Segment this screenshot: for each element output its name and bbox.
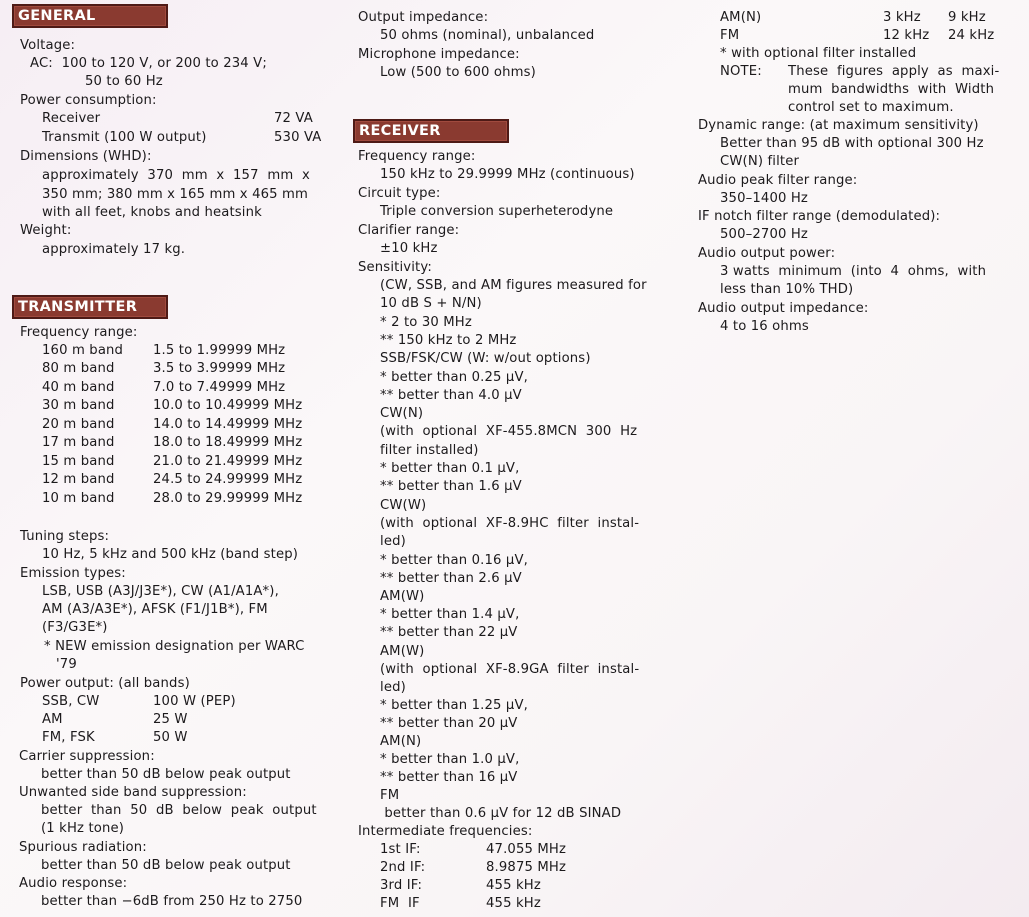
band-name: 30 m band xyxy=(42,398,115,413)
sensitivity-line: * better than 1.4 μV, xyxy=(380,607,520,622)
tuning-steps-value: 10 Hz, 5 kHz and 500 kHz (band step) xyxy=(42,547,299,562)
power-mode: FM, FSK xyxy=(42,730,95,745)
band-range: 18.0 to 18.49999 MHz xyxy=(153,435,303,450)
sensitivity-line: SSB/FSK/CW (W: w/out options) xyxy=(380,351,591,366)
band-range: 10.0 to 10.49999 MHz xyxy=(153,398,303,413)
audio-peak-filter-value: 350–1400 Hz xyxy=(720,191,809,206)
bandwidth-value-1: 3 kHz xyxy=(883,10,921,25)
band-range: 14.0 to 14.49999 MHz xyxy=(153,417,303,432)
weight-label: Weight: xyxy=(20,223,72,238)
emission-line-1: LSB, USB (A3J/J3E*), CW (A1/A1A*), xyxy=(42,584,279,599)
rx-frequency-range-label: Frequency range: xyxy=(358,149,476,164)
band-name: 10 m band xyxy=(42,491,115,506)
if-value: 47.055 MHz xyxy=(486,842,567,857)
sensitivity-line: * 2 to 30 MHz xyxy=(380,315,472,330)
rx-frequency-range-value: 150 kHz to 29.9999 MHz (continuous) xyxy=(380,167,635,182)
dimensions-line-3: with all feet, knobs and heatsink xyxy=(42,205,262,220)
note-line-3: control set to maximum. xyxy=(788,100,954,115)
voltage-frequency: 50 to 60 Hz xyxy=(85,74,163,89)
sensitivity-line: AM(N) xyxy=(380,734,422,749)
mic-impedance-value: Low (500 to 600 ohms) xyxy=(380,65,536,80)
band-name: 17 m band xyxy=(42,435,115,450)
band-range: 21.0 to 21.49999 MHz xyxy=(153,454,303,469)
band-name: 40 m band xyxy=(42,380,115,395)
note-label: NOTE: xyxy=(720,64,762,79)
bandwidth-value-2: 24 kHz xyxy=(948,28,995,43)
sensitivity-line: AM(W) xyxy=(380,644,425,659)
power-receiver-value: 72 VA xyxy=(274,111,313,126)
power-value: 100 W (PEP) xyxy=(153,694,236,709)
spurious-radiation-label: Spurious radiation: xyxy=(19,840,147,855)
sensitivity-line: ** better than 2.6 μV xyxy=(380,571,522,586)
sensitivity-line: ** better than 22 μV xyxy=(380,625,518,640)
band-range: 1.5 to 1.99999 MHz xyxy=(153,343,286,358)
sensitivity-line: * better than 1.0 μV, xyxy=(380,752,520,767)
general-section-header: GENERAL xyxy=(12,4,168,28)
clarifier-range-value: ±10 kHz xyxy=(380,241,438,256)
band-range: 28.0 to 29.99999 MHz xyxy=(153,491,303,506)
power-mode: AM xyxy=(42,712,63,727)
sensitivity-line: ** better than 20 μV xyxy=(380,716,518,731)
voltage-label: Voltage: xyxy=(20,38,76,53)
power-value: 50 W xyxy=(153,730,188,745)
sensitivity-line: ** better than 1.6 μV xyxy=(380,479,522,494)
sensitivity-line: better than 0.6 μV for 12 dB SINAD xyxy=(380,806,622,821)
output-impedance-label: Output impedance: xyxy=(358,10,489,25)
sensitivity-line: ** better than 16 μV xyxy=(380,770,518,785)
power-transmit-label: Transmit (100 W output) xyxy=(42,130,207,145)
spurious-radiation-value: better than 50 dB below peak output xyxy=(41,858,291,873)
dimensions-label: Dimensions (WHD): xyxy=(20,149,152,164)
if-name: 3rd IF: xyxy=(380,878,423,893)
sensitivity-line: CW(W) xyxy=(380,498,427,513)
bandwidth-value-1: 12 kHz xyxy=(883,28,930,43)
mic-impedance-label: Microphone impedance: xyxy=(358,47,520,62)
if-value: 8.9875 MHz xyxy=(486,860,567,875)
power-transmit-value: 530 VA xyxy=(274,130,322,145)
emission-note-year: '79 xyxy=(56,657,77,672)
if-notch-filter-label: IF notch filter range (demodulated): xyxy=(698,209,941,224)
bandwidth-mode: FM xyxy=(720,28,740,43)
band-name: 12 m band xyxy=(42,472,115,487)
sensitivity-line: * better than 0.16 μV, xyxy=(380,553,528,568)
dimensions-line-1: approximately 370 mm x 157 mm x xyxy=(42,168,310,183)
sensitivity-line: CW(N) xyxy=(380,406,424,421)
sensitivity-label: Sensitivity: xyxy=(358,260,432,275)
sensitivity-line: * better than 0.25 μV, xyxy=(380,370,528,385)
voltage-value: AC: 100 to 120 V, or 200 to 234 V; xyxy=(30,56,267,71)
audio-response-value: better than −6dB from 250 Hz to 2750 xyxy=(41,894,303,909)
output-impedance-value: 50 ohms (nominal), unbalanced xyxy=(380,28,595,43)
transmitter-section-header: TRANSMITTER xyxy=(12,295,168,319)
dynamic-range-label: Dynamic range: (at maximum sensitivity) xyxy=(698,118,979,133)
unwanted-sideband-label: Unwanted side band suppression: xyxy=(19,785,247,800)
bandwidth-mode: AM(N) xyxy=(720,10,762,25)
sensitivity-line: AM(W) xyxy=(380,589,425,604)
if-notch-filter-value: 500–2700 Hz xyxy=(720,227,809,242)
unwanted-sideband-tone: (1 kHz tone) xyxy=(41,821,125,836)
tuning-steps-label: Tuning steps: xyxy=(20,529,110,544)
sensitivity-line: * better than 0.1 μV, xyxy=(380,461,520,476)
tx-frequency-range-label: Frequency range: xyxy=(20,325,138,340)
sensitivity-line: (with optional XF-455.8MCN 300 Hz xyxy=(380,424,638,439)
band-name: 160 m band xyxy=(42,343,124,358)
sensitivity-line: ** 150 kHz to 2 MHz xyxy=(380,333,517,348)
audio-output-impedance-label: Audio output impedance: xyxy=(698,301,869,316)
emission-line-2: AM (A3/A3E*), AFSK (F1/J1B*), FM xyxy=(42,602,268,617)
sensitivity-line: * better than 1.25 μV, xyxy=(380,698,528,713)
audio-output-impedance-value: 4 to 16 ohms xyxy=(720,319,809,334)
sensitivity-line: 10 dB S + N/N) xyxy=(380,296,482,311)
audio-response-label: Audio response: xyxy=(19,876,128,891)
power-output-label: Power output: (all bands) xyxy=(20,676,190,691)
if-value: 455 kHz xyxy=(486,878,541,893)
band-range: 24.5 to 24.99999 MHz xyxy=(153,472,303,487)
circuit-type-value: Triple conversion superheterodyne xyxy=(380,204,614,219)
band-name: 80 m band xyxy=(42,361,115,376)
power-mode: SSB, CW xyxy=(42,694,100,709)
carrier-suppression-label: Carrier suppression: xyxy=(19,749,155,764)
power-value: 25 W xyxy=(153,712,188,727)
emission-note: * NEW emission designation per WARC xyxy=(44,639,305,654)
if-name: 1st IF: xyxy=(380,842,421,857)
sensitivity-line: FM xyxy=(380,788,400,803)
circuit-type-label: Circuit type: xyxy=(358,186,441,201)
sensitivity-line: (with optional XF-8.9GA filter instal- xyxy=(380,662,640,677)
band-name: 20 m band xyxy=(42,417,115,432)
band-range: 3.5 to 3.99999 MHz xyxy=(153,361,286,376)
carrier-suppression-value: better than 50 dB below peak output xyxy=(41,767,291,782)
sensitivity-line: led) xyxy=(380,534,406,549)
weight-value: approximately 17 kg. xyxy=(42,242,186,257)
sensitivity-line: filter installed) xyxy=(380,443,479,458)
if-name: FM IF xyxy=(380,896,420,911)
if-name: 2nd IF: xyxy=(380,860,426,875)
sensitivity-line: led) xyxy=(380,680,406,695)
power-receiver-label: Receiver xyxy=(42,111,101,126)
emission-types-label: Emission types: xyxy=(20,566,126,581)
dynamic-range-value: Better than 95 dB with optional 300 Hz xyxy=(720,136,984,151)
dimensions-line-2: 350 mm; 380 mm x 165 mm x 465 mm xyxy=(42,187,309,202)
power-consumption-label: Power consumption: xyxy=(20,93,157,108)
sensitivity-line: (CW, SSB, and AM figures measured for xyxy=(380,278,647,293)
audio-output-power-label: Audio output power: xyxy=(698,246,836,261)
audio-output-power-thd: less than 10% THD) xyxy=(720,282,854,297)
sensitivity-line: ** better than 4.0 μV xyxy=(380,388,522,403)
if-value: 455 kHz xyxy=(486,896,541,911)
bandwidth-value-2: 9 kHz xyxy=(948,10,986,25)
note-line-1: These figures apply as maxi- xyxy=(788,64,1000,79)
note-line-2: mum bandwidths with Width xyxy=(788,82,995,97)
audio-output-power-value: 3 watts minimum (into 4 ohms, with xyxy=(720,264,987,279)
receiver-section-header: RECEIVER xyxy=(353,119,509,143)
emission-line-3: (F3/G3E*) xyxy=(42,620,108,635)
clarifier-range-label: Clarifier range: xyxy=(358,223,460,238)
dynamic-range-filter: CW(N) filter xyxy=(720,154,800,169)
audio-peak-filter-label: Audio peak filter range: xyxy=(698,173,858,188)
intermediate-frequencies-label: Intermediate frequencies: xyxy=(358,824,533,839)
filter-note: * with optional filter installed xyxy=(720,46,917,61)
unwanted-sideband-value: better than 50 dB below peak output xyxy=(41,803,317,818)
sensitivity-line: (with optional XF-8.9HC filter instal- xyxy=(380,516,640,531)
band-range: 7.0 to 7.49999 MHz xyxy=(153,380,286,395)
band-name: 15 m band xyxy=(42,454,115,469)
